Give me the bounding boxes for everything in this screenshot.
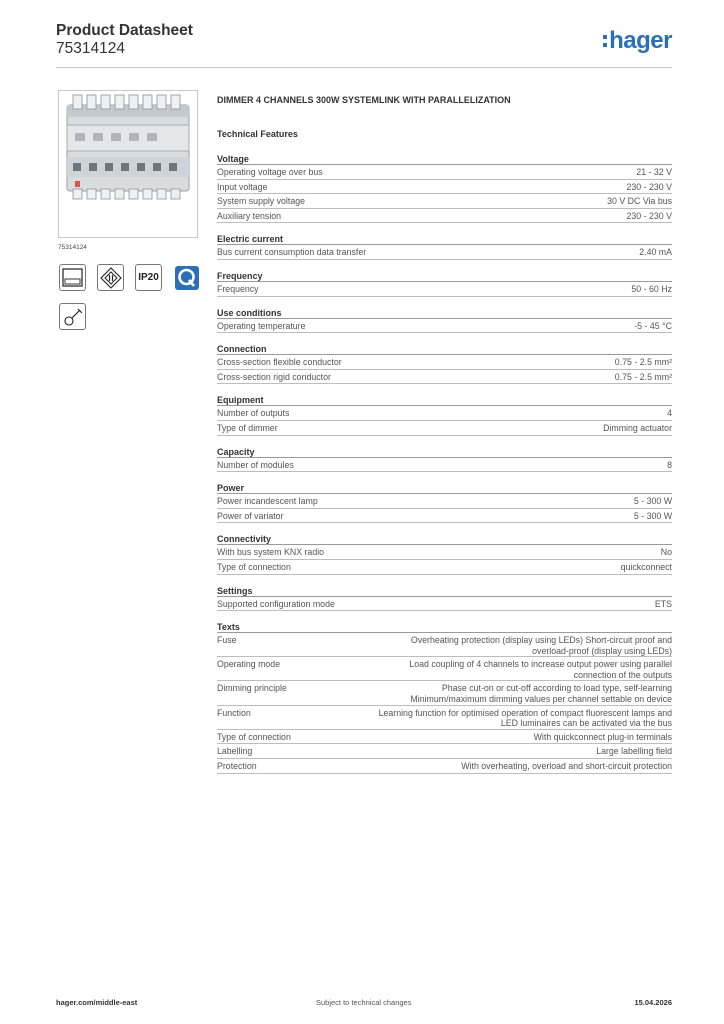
product-image bbox=[58, 90, 198, 238]
feature-label: Number of outputs bbox=[217, 408, 290, 419]
feature-value: ETS bbox=[654, 598, 672, 609]
feature-label: Cross-section flexible conductor bbox=[217, 357, 342, 368]
dimmer-device-illustration bbox=[59, 91, 197, 237]
feature-value: 230 - 230 V bbox=[626, 210, 672, 221]
document-title: Product Datasheet bbox=[56, 22, 193, 39]
tool-badge bbox=[59, 303, 86, 330]
ip-rating-badge bbox=[135, 264, 162, 291]
feature-label: Dimming principle bbox=[217, 683, 287, 694]
feature-row bbox=[217, 681, 672, 705]
feature-row bbox=[217, 657, 672, 681]
feature-value: With overheating, overload and short-circuit protection bbox=[461, 761, 672, 772]
feature-value: 0.75 - 2.5 mm² bbox=[614, 371, 672, 382]
feature-row bbox=[217, 165, 672, 180]
feature-label: Operating temperature bbox=[217, 320, 306, 331]
feature-row bbox=[217, 560, 672, 575]
feature-value: 50 - 60 Hz bbox=[631, 283, 672, 294]
feature-label: Input voltage bbox=[217, 181, 268, 192]
feature-row bbox=[217, 744, 672, 759]
section-title: Texts bbox=[217, 621, 672, 633]
section-title: Electric current bbox=[217, 233, 672, 245]
feature-label: Bus current consumption data transfer bbox=[217, 247, 367, 258]
feature-label: Number of modules bbox=[217, 459, 294, 470]
feature-label: Cross-section rigid conductor bbox=[217, 371, 331, 382]
quickconnect-icon bbox=[174, 265, 200, 291]
feature-row bbox=[217, 319, 672, 334]
feature-value: With quickconnect plug-in terminals bbox=[533, 731, 672, 742]
quickconnect-badge bbox=[173, 264, 200, 291]
feature-row bbox=[217, 509, 672, 524]
feature-section bbox=[217, 621, 672, 774]
feature-section bbox=[217, 533, 672, 574]
feature-row bbox=[217, 633, 672, 657]
feature-value: 5 - 300 W bbox=[633, 496, 672, 507]
feature-label: Fuse bbox=[217, 635, 237, 646]
technical-features-heading: Technical Features bbox=[217, 129, 298, 139]
feature-value: 8 bbox=[667, 459, 672, 470]
feature-row bbox=[217, 730, 672, 745]
ip-rating-label: IP20 bbox=[138, 272, 159, 283]
knx-icon bbox=[62, 268, 83, 287]
feature-value: Overheating protection (display using LEDs) Short-circuit proof and overload-proof (display using LEDs) bbox=[410, 635, 672, 656]
section-title: Capacity bbox=[217, 446, 672, 458]
feature-row bbox=[217, 209, 672, 224]
feature-value: 2.40 mA bbox=[639, 247, 672, 258]
feature-value: 4 bbox=[667, 408, 672, 419]
feature-label: Supported configuration mode bbox=[217, 598, 335, 609]
feature-row bbox=[217, 180, 672, 195]
feature-label: Type of connection bbox=[217, 731, 291, 742]
feature-value: 21 - 32 V bbox=[636, 167, 672, 177]
feature-label: Labelling bbox=[217, 746, 253, 757]
feature-section bbox=[217, 343, 672, 384]
double-insulation-icon bbox=[100, 267, 122, 289]
product-image-caption: 75314124 bbox=[58, 244, 87, 251]
feature-label: Type of connection bbox=[217, 561, 291, 572]
feature-row bbox=[217, 597, 672, 612]
class-ii-badge bbox=[97, 264, 124, 291]
feature-label: Auxiliary tension bbox=[217, 210, 282, 221]
feature-row bbox=[217, 759, 672, 774]
feature-row bbox=[217, 194, 672, 209]
feature-row bbox=[217, 245, 672, 260]
feature-label: Frequency bbox=[217, 283, 259, 294]
datasheet-content bbox=[217, 95, 672, 774]
feature-sections bbox=[217, 153, 672, 774]
feature-row bbox=[217, 406, 672, 421]
logo-dots-icon bbox=[603, 35, 607, 47]
feature-value: Learning function for optimised operation of compact fluorescent lamps and LED luminaires can be activated via the bus bbox=[378, 707, 672, 729]
feature-row bbox=[217, 370, 672, 385]
feature-section bbox=[217, 270, 672, 297]
feature-section bbox=[217, 153, 672, 223]
feature-section bbox=[217, 233, 672, 260]
feature-value: Dimming actuator bbox=[603, 422, 672, 433]
section-title: Connectivity bbox=[217, 533, 672, 545]
feature-value: Large labelling field bbox=[596, 746, 672, 757]
feature-row bbox=[217, 355, 672, 370]
feature-label: Function bbox=[217, 707, 251, 718]
section-title: Settings bbox=[217, 585, 672, 597]
feature-value: 230 - 230 V bbox=[626, 181, 672, 192]
feature-label: Protection bbox=[217, 761, 257, 772]
feature-label: Power of variator bbox=[217, 510, 284, 521]
screwdriver-icon bbox=[62, 306, 84, 328]
feature-value: Phase cut-on or cut-off according to load type, self-learning Minimum/maximum dimming values per channel settable on device bbox=[410, 683, 672, 705]
feature-row bbox=[217, 545, 672, 560]
feature-label: Power incandescent lamp bbox=[217, 496, 318, 507]
feature-label: System supply voltage bbox=[217, 196, 306, 207]
feature-label: With bus system KNX radio bbox=[217, 547, 325, 558]
feature-row bbox=[217, 706, 672, 730]
section-title: Power bbox=[217, 482, 672, 494]
footer-disclaimer: Subject to technical changes bbox=[316, 998, 412, 1007]
feature-label: Operating mode bbox=[217, 659, 281, 670]
feature-row bbox=[217, 421, 672, 436]
feature-value: 0.75 - 2.5 mm² bbox=[614, 357, 672, 368]
footer-website: hager.com/middle-east bbox=[56, 998, 138, 1007]
product-name: DIMMER 4 CHANNELS 300W SYSTEMLINK WITH PARALLELIZATION bbox=[217, 95, 511, 105]
brand-logo bbox=[603, 28, 672, 54]
feature-value: 30 V DC Via bus bbox=[607, 196, 672, 207]
feature-label: Operating voltage over bus bbox=[217, 167, 323, 177]
feature-section bbox=[217, 446, 672, 473]
feature-section bbox=[217, 307, 672, 334]
feature-value: No bbox=[660, 547, 672, 558]
feature-section bbox=[217, 482, 672, 523]
feature-value: -5 - 45 °C bbox=[634, 320, 672, 331]
feature-row bbox=[217, 458, 672, 473]
feature-value: Load coupling of 4 channels to increase output power using parallel connection of the outputs bbox=[409, 659, 672, 680]
section-title: Equipment bbox=[217, 394, 672, 406]
section-title: Connection bbox=[217, 343, 672, 355]
feature-row bbox=[217, 282, 672, 297]
feature-section bbox=[217, 394, 672, 435]
page-header bbox=[56, 22, 672, 68]
feature-row bbox=[217, 494, 672, 509]
feature-section bbox=[217, 585, 672, 612]
feature-label: Type of dimmer bbox=[217, 422, 278, 433]
logo-text: hager bbox=[609, 27, 672, 54]
knx-badge bbox=[59, 264, 86, 291]
feature-value: 5 - 300 W bbox=[633, 510, 672, 521]
section-title: Voltage bbox=[217, 153, 672, 165]
section-title: Use conditions bbox=[217, 307, 672, 319]
footer-date: 15.04.2026 bbox=[634, 998, 672, 1007]
feature-value: quickconnect bbox=[620, 561, 672, 572]
section-title: Frequency bbox=[217, 270, 672, 282]
product-number: 75314124 bbox=[56, 40, 125, 57]
